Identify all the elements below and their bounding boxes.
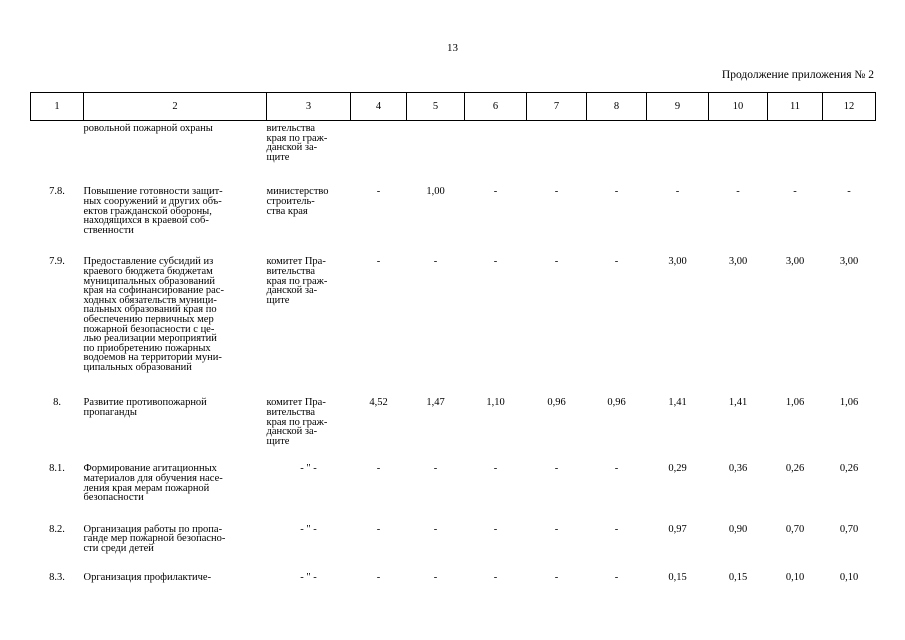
activity-name (84, 573, 267, 583)
row-number: 8.1. (49, 463, 65, 475)
column-header-1: 1 (31, 93, 84, 121)
value-cell-col-11: 0,10 (785, 571, 805, 583)
value-cell-col-5: 1,47 (426, 397, 445, 409)
activity-name-line: ления края мерам пожарной (83, 482, 210, 494)
activity-name-line: по приобретению пожарных (83, 342, 211, 354)
table-body (31, 121, 876, 583)
activity-name-line: Организация профилактиче- (83, 571, 212, 583)
activity-name-line: ных сооружений и других объ- (83, 195, 222, 207)
appendix-continuation-label: Продолжение приложения № 2 (721, 69, 874, 81)
value-cell-col-7: - (554, 571, 559, 583)
executor-line: вительства (266, 265, 316, 277)
value-cell-col-12: - (847, 186, 851, 198)
value-cell-col-4: - (376, 186, 381, 198)
table-row (31, 525, 876, 573)
executor-line: - " - (300, 571, 317, 583)
value-cell-col-8: - (614, 523, 619, 535)
activity-name-line: Повышение готовности защит- (83, 186, 223, 198)
value-cell-col-10: 3,00 (728, 256, 748, 268)
value-cell-col-7: - (554, 256, 559, 268)
executor-line: - " - (300, 523, 317, 535)
column-header-10: 10 (709, 93, 768, 121)
value-cell-col-12: 1,06 (839, 397, 859, 409)
value-cell-col-8: - (614, 256, 619, 268)
value-cell-col-6: - (493, 186, 498, 198)
activity-name-line: лью реализации мероприятий (83, 333, 217, 345)
value-cell-col-8: 0,96 (607, 397, 626, 409)
page-number: 13 (447, 42, 458, 54)
value-cell-col-10: - (736, 186, 740, 198)
executor-line: данской за- (266, 426, 318, 438)
row-number (31, 121, 84, 188)
row-number: 7.9. (49, 256, 65, 268)
table-row (31, 464, 876, 524)
activity-name (84, 187, 267, 257)
activity-name-line: пальных образований края по (83, 304, 217, 316)
value-cell-col-4 (351, 121, 407, 188)
value-cell-col-5 (407, 121, 465, 188)
value-cell-col-5: - (433, 256, 438, 268)
executor-line: - " - (300, 463, 317, 475)
activity-name-line: водоемов на территории муни- (83, 352, 222, 364)
executor-line: края по граж- (266, 275, 328, 287)
value-cell-col-4: - (376, 523, 381, 535)
executor-line: данской за- (266, 142, 318, 154)
executor-line: щите (266, 435, 290, 447)
activity-name (84, 121, 267, 188)
column-header-11: 11 (768, 93, 823, 121)
value-cell-col-11 (768, 121, 823, 188)
row-number: 8.3. (49, 571, 65, 583)
value-cell-col-6: 1,10 (486, 397, 505, 409)
executor-line: щите (266, 294, 290, 306)
value-cell-col-6 (465, 121, 527, 188)
value-cell-col-5: - (433, 463, 438, 475)
executor-line: края по граж- (266, 416, 328, 428)
activity-name-line: ходных обязательств муници- (83, 294, 217, 306)
executor (267, 573, 351, 583)
value-cell-col-12 (823, 121, 876, 188)
table-row (31, 121, 876, 188)
activity-name (84, 464, 267, 524)
executor-line: министерство (266, 186, 329, 198)
value-cell-col-4: - (376, 256, 381, 268)
value-cell-col-12: 0,26 (839, 463, 859, 475)
column-header-5: 5 (407, 93, 465, 121)
column-header-3: 3 (267, 93, 351, 121)
row-number: 8. (53, 397, 61, 409)
value-cell-col-7 (527, 121, 587, 188)
value-cell-col-6: - (493, 256, 498, 268)
activity-name-line: края на софинансирование рас- (83, 285, 224, 297)
activity-name-line: пожарной безопасности с це- (83, 323, 215, 335)
table-row (31, 187, 876, 257)
column-header-8: 8 (587, 93, 647, 121)
value-cell-col-9: - (675, 186, 680, 198)
value-cell-col-9: 3,00 (668, 256, 687, 268)
executor-line: комитет Пра- (266, 256, 326, 268)
program-table (30, 92, 876, 582)
header-row (31, 93, 876, 121)
value-cell-col-6: - (493, 463, 498, 475)
executor-line: ства края (266, 205, 308, 217)
table-row (31, 398, 876, 464)
value-cell-col-5: - (433, 523, 438, 535)
executor-line: вительства (266, 123, 316, 134)
column-header-12: 12 (823, 93, 876, 121)
activity-name-line: находящихся в краевой соб- (83, 215, 209, 227)
value-cell-col-11: 0,70 (785, 523, 805, 535)
activity-name-line: ственности (83, 224, 134, 236)
value-cell-col-8: - (614, 186, 619, 198)
row-number: 7.8. (49, 186, 65, 198)
value-cell-col-9: 0,15 (668, 571, 687, 583)
executor (267, 464, 351, 524)
value-cell-col-12: 0,70 (839, 523, 859, 535)
activity-name-line: муниципальных образований (83, 275, 215, 287)
executor (267, 187, 351, 257)
column-header-6: 6 (465, 93, 527, 121)
value-cell-col-7: - (554, 186, 559, 198)
activity-name-line: обеспечению первичных мер (83, 313, 214, 325)
activity-name-line: безопасности (83, 492, 144, 504)
value-cell-col-4: 4,52 (369, 397, 388, 409)
activity-name-line: Формирование агитационных (83, 463, 217, 475)
value-cell-col-8: - (614, 571, 619, 583)
value-cell-col-4: - (376, 463, 381, 475)
column-header-4: 4 (351, 93, 407, 121)
value-cell-col-7: - (554, 463, 559, 475)
value-cell-col-9 (647, 121, 709, 188)
activity-name (84, 257, 267, 398)
value-cell-col-7: 0,96 (547, 397, 566, 409)
value-cell-col-11: - (793, 186, 797, 198)
value-cell-col-9: 0,29 (668, 463, 687, 475)
value-cell-col-8 (587, 121, 647, 188)
value-cell-col-4: - (376, 571, 381, 583)
activity-name-line: сти среди детей (83, 543, 154, 554)
activity-name-line: материалов для обучения насе- (83, 473, 223, 485)
value-cell-col-10: 0,90 (728, 523, 748, 535)
value-cell-col-12: 0,10 (839, 571, 859, 583)
table-row (31, 573, 876, 583)
activity-name-line: краевого бюджета бюджетам (83, 265, 213, 277)
value-cell-col-6: - (493, 523, 498, 535)
executor (267, 257, 351, 398)
value-cell-col-10: 0,36 (728, 463, 748, 475)
activity-name (84, 398, 267, 464)
activity-name (84, 525, 267, 573)
value-cell-col-11: 1,06 (785, 397, 805, 409)
activity-name-line: Развитие противопожарной (83, 397, 207, 409)
value-cell-col-10 (709, 121, 768, 188)
executor-line: вительства (266, 407, 316, 419)
value-cell-col-6: - (493, 571, 498, 583)
executor-line: данской за- (266, 285, 318, 297)
activity-name-line: ганде мер пожарной безопасно- (83, 533, 226, 545)
activity-name-line: Организация работы по пропа- (83, 523, 223, 535)
value-cell-col-5: 1,00 (426, 186, 445, 198)
executor-line: строитель- (266, 195, 315, 207)
executor (267, 525, 351, 573)
executor-line: щите (266, 151, 290, 163)
value-cell-col-9: 0,97 (668, 523, 687, 535)
table-row (31, 257, 876, 398)
value-cell-col-11: 0,26 (785, 463, 805, 475)
value-cell-col-8: - (614, 463, 619, 475)
activity-name-line: пропаганды (83, 407, 137, 419)
activity-name-line: Предоставление субсидий из (83, 256, 214, 268)
value-cell-col-11: 3,00 (785, 256, 805, 268)
column-header-7: 7 (527, 93, 587, 121)
row-number: 8.2. (49, 523, 65, 535)
executor (267, 398, 351, 464)
executor-line: края по граж- (266, 132, 328, 144)
value-cell-col-10: 1,41 (728, 397, 748, 409)
value-cell-col-9: 1,41 (668, 397, 687, 409)
activity-name-line: ектов гражданской обороны, (83, 205, 212, 217)
column-header-2: 2 (84, 93, 267, 121)
column-header-9: 9 (647, 93, 709, 121)
activity-name-line: ровольной пожарной охраны (83, 123, 213, 134)
value-cell-col-10: 0,15 (728, 571, 748, 583)
executor (267, 121, 351, 188)
executor-line: комитет Пра- (266, 397, 326, 409)
activity-name-line: ципальных образований (83, 361, 192, 373)
value-cell-col-5: - (433, 571, 438, 583)
value-cell-col-12: 3,00 (839, 256, 859, 268)
value-cell-col-7: - (554, 523, 559, 535)
